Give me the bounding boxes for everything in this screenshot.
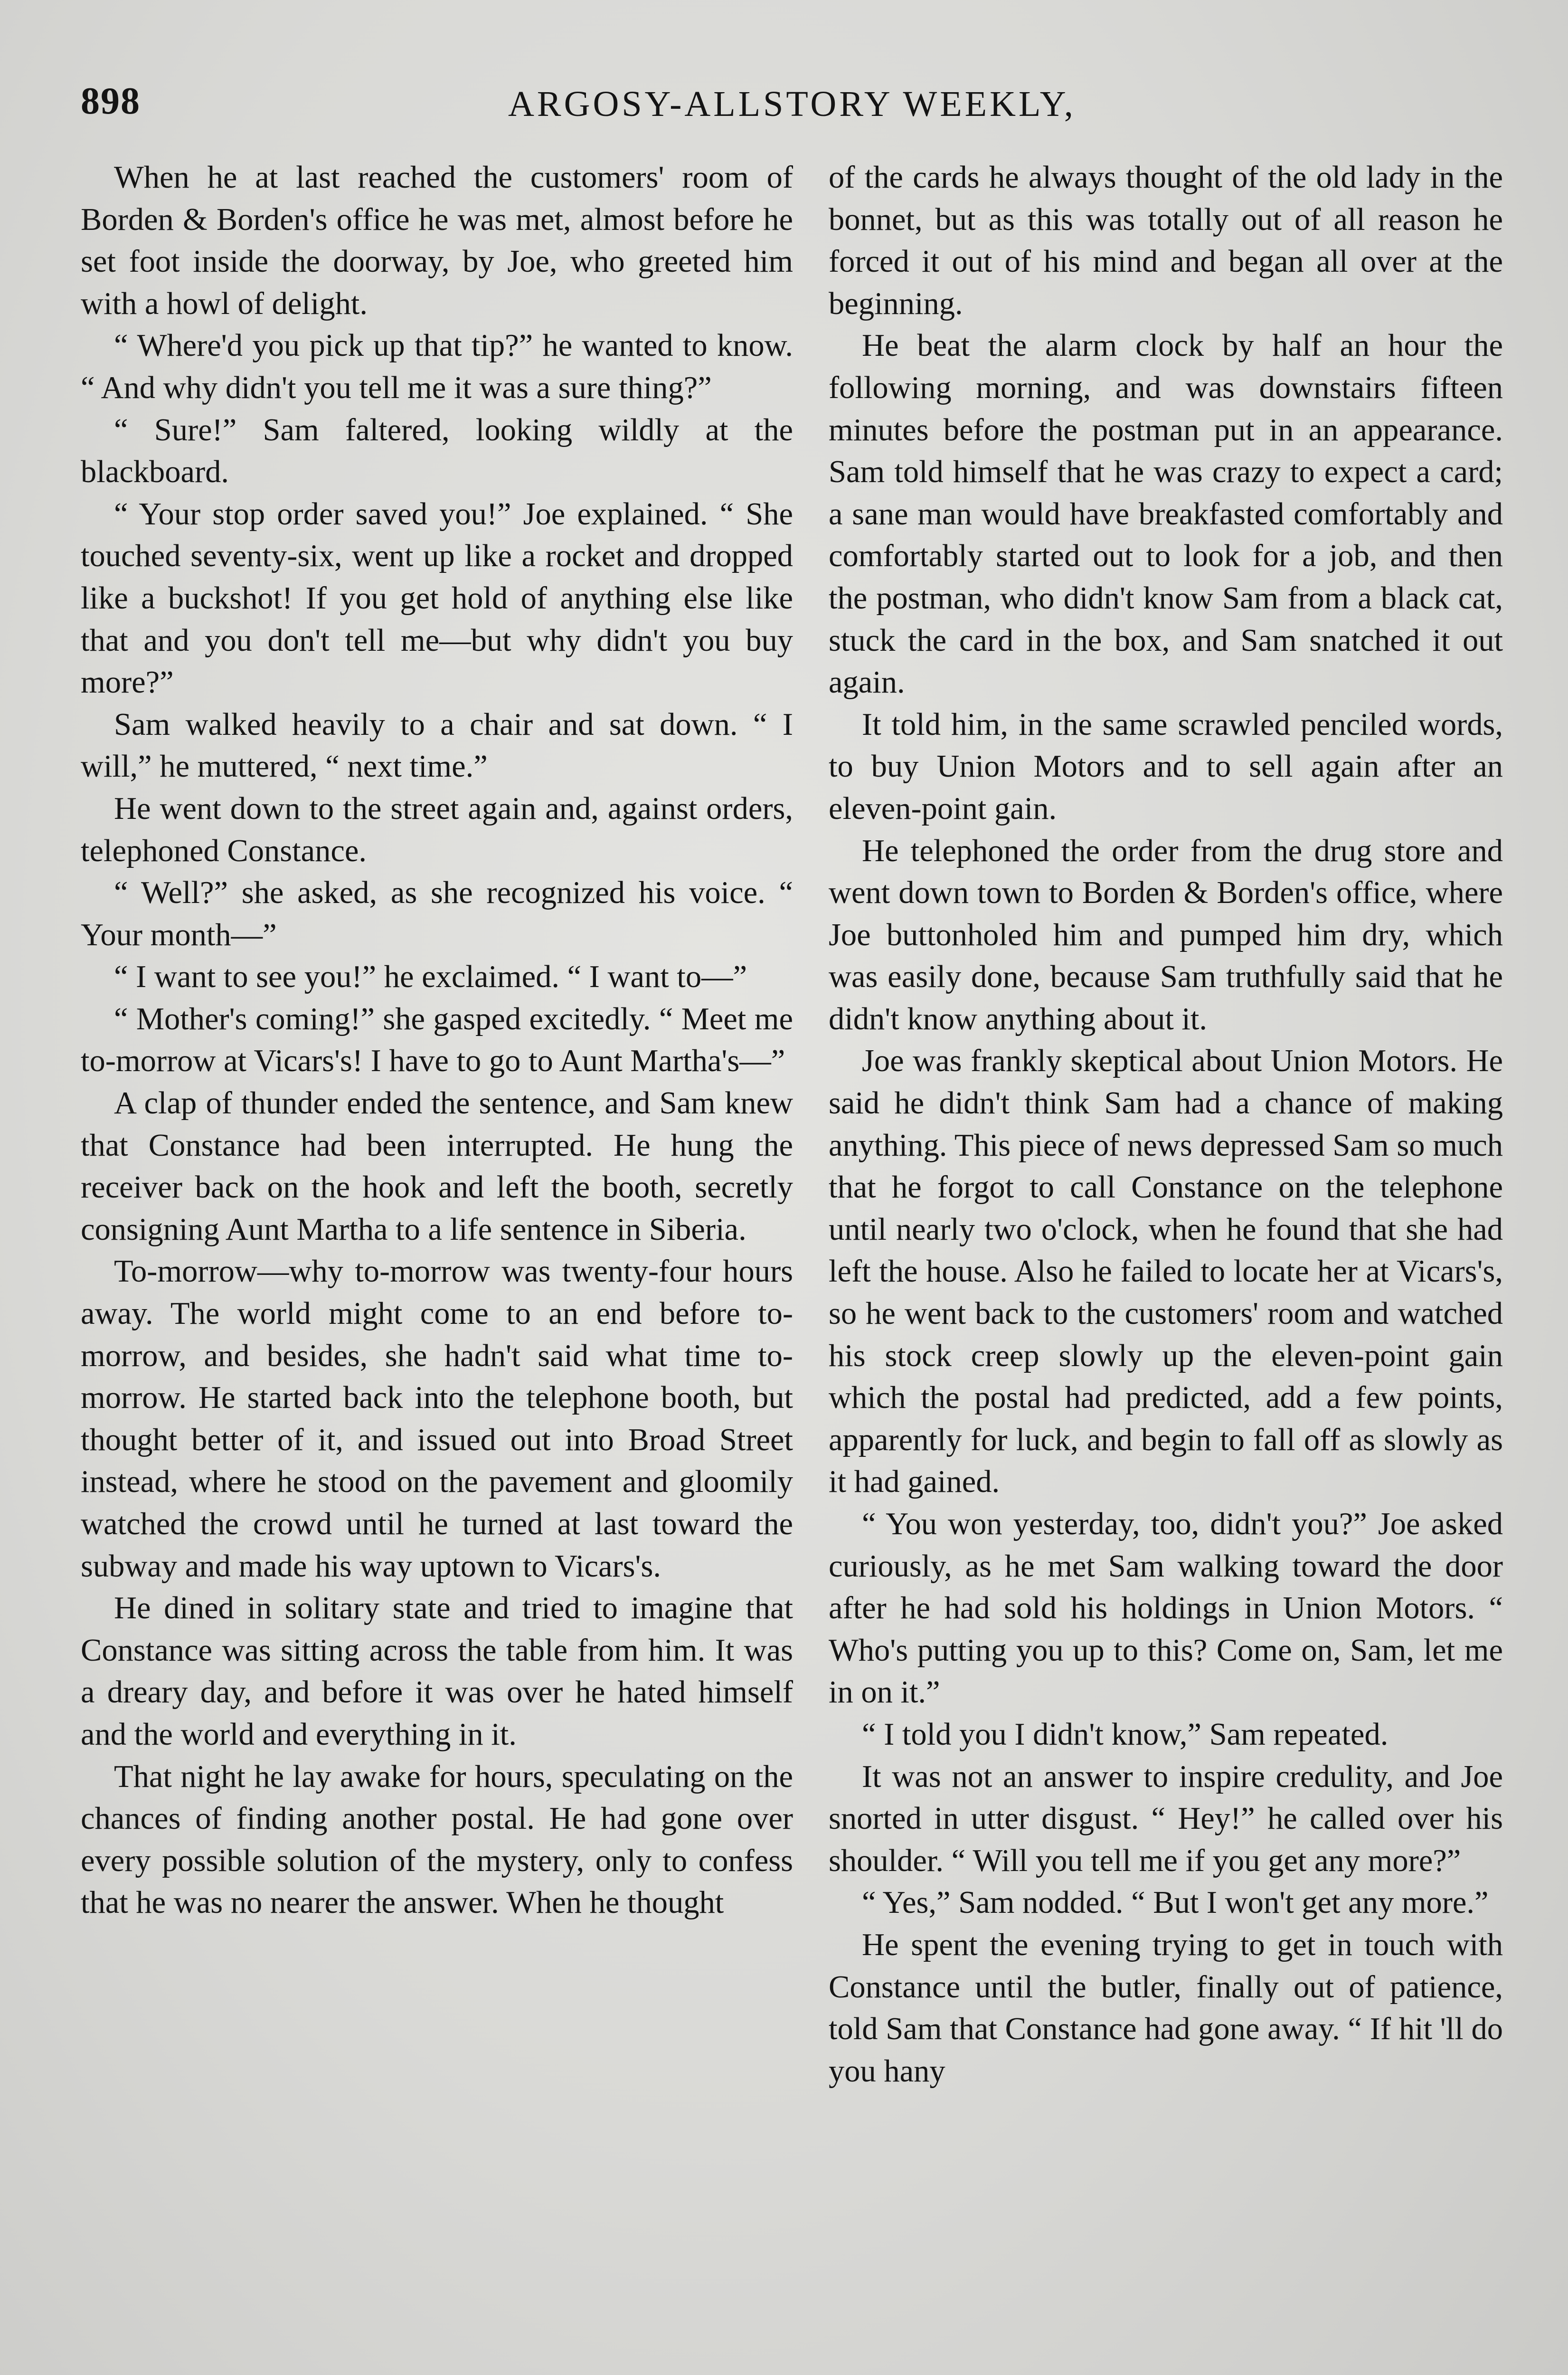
paragraph: “ Yes,” Sam nodded. “ But I won't get any more.” <box>862 1885 1489 1920</box>
paragraph: That night he lay awake for hours, speculating on the chances of finding another postal. He had gone over every possible solution of the mystery, only to confess that he was no nearer the answer. When he thought <box>81 1759 793 1920</box>
paragraph: “ Your stop order saved you!” Joe explained. “ She touched seventy-six, went up like a rocket and dropped like a buckshot! If you get hold of anything else like that and you don't tell me—but why didn't you buy more?” <box>81 496 793 700</box>
left-column <box>81 157 793 1924</box>
paragraph: Joe was frankly skeptical about Union Motors. He said he didn't think Sam had a chance of making anything. This piece of news depressed Sam so much that he forgot to call Constance on the telephone until nearly two o'clock, when he found that she had left the house. Also he failed to locate her at Vicars's, so he went back to the customers' room and watched his stock creep slowly up the eleven-point gain which the postal had predicted, add a few points, apparently for luck, and begin to fall off as slowly as it had gained. <box>829 1044 1503 1500</box>
paragraph: He went down to the street again and, against orders, telephoned Constance. <box>81 791 793 868</box>
paragraph: He beat the alarm clock by half an hour the following morning, and was downstairs fifteen minutes before the postman put in an appearance. Sam told himself that he was crazy to expect a card; a sane man would have breakfasted comfortably and comfortably started out to look for a job, and then the postman, who didn't know Sam from a black cat, stuck the card in the box, and Sam snatched it out again. <box>829 328 1503 700</box>
page-number: 898 <box>81 80 141 122</box>
paragraph: He telephoned the order from the drug store and went down town to Borden & Borden's office, where Joe buttonholed him and pumped him dry, which was easily done, because Sam truthfully said that he didn't know anything about it. <box>829 833 1503 1036</box>
page-header <box>81 80 1477 132</box>
paragraph: “ Sure!” Sam faltered, looking wildly at the blackboard. <box>81 412 793 490</box>
paragraph: He spent the evening trying to get in touch with Constance until the butler, finally out of patience, told Sam that Constance had gone away. “ If hit 'll do you hany <box>829 1927 1503 2089</box>
right-column <box>829 157 1503 2092</box>
paragraph: “ I told you I didn't know,” Sam repeated. <box>862 1717 1389 1752</box>
paragraph: “ I want to see you!” he exclaimed. “ I want to—” <box>114 960 747 995</box>
running-head: ARGOSY-ALLSTORY WEEKLY, <box>508 84 1076 124</box>
paragraph: He dined in solitary state and tried to imagine that Constance was sitting across the table from him. It was a dreary day, and before it was over he hated himself and the world and everything in it. <box>81 1591 793 1752</box>
paragraph: “ Mother's coming!” she gasped excitedly. “ Meet me to-morrow at Vicars's! I have to go to Aunt Martha's—” <box>81 1001 793 1079</box>
paragraph: It was not an answer to inspire credulity, and Joe snorted in utter disgust. “ Hey!” he called over his shoulder. “ Will you tell me if you get any more?” <box>829 1759 1503 1878</box>
paragraph: “ You won yesterday, too, didn't you?” Joe asked curiously, as he met Sam walking toward the door after he had sold his holdings in Union Motors. “ Who's putting you up to this? Come on, Sam, let me in on it.” <box>829 1507 1503 1710</box>
paragraph: Sam walked heavily to a chair and sat down. “ I will,” he muttered, “ next time.” <box>81 707 793 784</box>
paragraph: “ Where'd you pick up that tip?” he wanted to know. “ And why didn't you tell me it was a sure thing?” <box>81 328 793 405</box>
paragraph: of the cards he always thought of the old lady in the bonnet, but as this was totally out of all reason he forced it out of his mind and began all over at the beginning. <box>829 160 1503 321</box>
paragraph: To-morrow—why to-morrow was twenty-four hours away. The world might come to an end before to-morrow, and besides, she hadn't said what time to-morrow. He started back into the telephone booth, but thought better of it, and issued out into Broad Street instead, where he stood on the pavement and gloomily watched the crowd until he turned at last toward the subway and made his way uptown to Vicars's. <box>81 1254 793 1584</box>
paragraph: It told him, in the same scrawled penciled words, to buy Union Motors and to sell again after an eleven-point gain. <box>829 707 1503 826</box>
paragraph: A clap of thunder ended the sentence, and Sam knew that Constance had been interrupted. He hung the receiver back on the hook and left the booth, secretly consigning Aunt Martha to a life sentence in Siberia. <box>81 1086 793 1247</box>
paragraph: When he at last reached the customers' room of Borden & Borden's office he was met, almost before he set foot inside the doorway, by Joe, who greeted him with a howl of delight. <box>81 160 793 321</box>
paragraph: “ Well?” she asked, as she recognized his voice. “ Your month—” <box>81 875 793 952</box>
